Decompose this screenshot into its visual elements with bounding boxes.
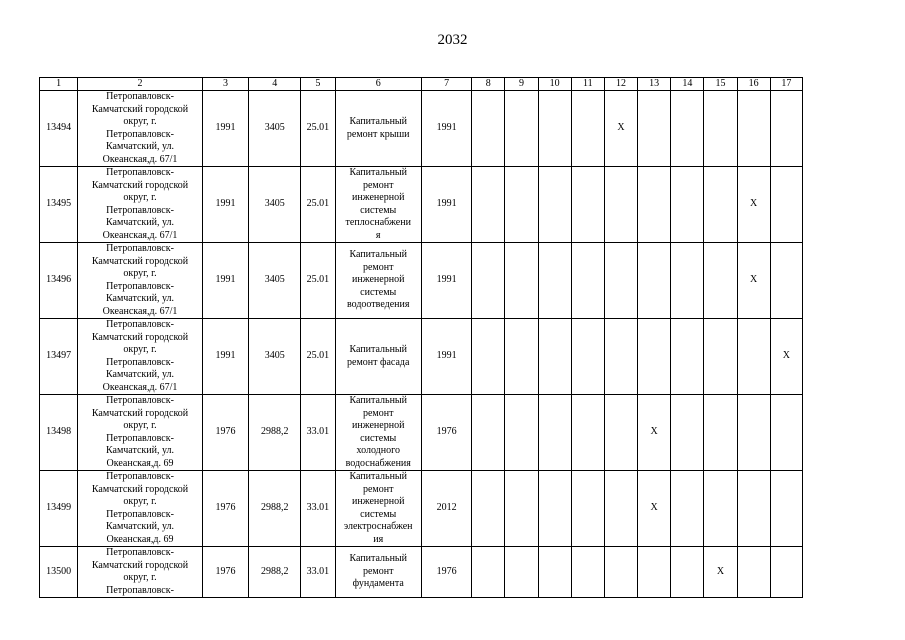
address-line: Петропавловск- [106,356,174,368]
mark-cell [505,471,538,547]
work-type-line: водоотведения [346,299,410,311]
mark-cell [505,243,538,319]
work-type-cell [335,395,421,471]
work-type-line: ремонт [362,483,394,495]
address-line: Камчатский городской [91,179,189,191]
code-cell: 25.01 [301,167,335,243]
mark-cell [671,91,704,167]
address-cell [78,471,203,547]
mark-cell [472,243,505,319]
capital-repair-table [39,77,803,598]
work-type-line: теплоснабжени [345,217,411,228]
mark-cell [604,471,637,547]
mark-cell [704,91,737,167]
work-type-line: инженерной [352,192,405,203]
mark-cell [505,91,538,167]
address-cell [78,547,203,598]
mark-cell [571,167,604,243]
mark-cell [571,319,604,395]
address-line: Камчатский, ул. [105,293,175,304]
mark-cell [704,167,737,243]
address-line: Камчатский, ул. [105,217,175,228]
address-line: Океанская,д. 67/1 [102,153,178,165]
address-line: округ, г. [123,572,157,583]
column-header: 17 [770,78,802,91]
work-year-cell: 1976 [421,395,471,471]
address-line: Петропавловск- [106,584,174,596]
address-cell [78,319,203,395]
address-line: округ, г. [123,496,157,507]
column-header: 3 [202,78,248,91]
column-header: 8 [472,78,505,91]
year-built-cell: 1991 [202,243,248,319]
row-id-cell: 13498 [40,395,78,471]
work-type-line: ремонт [362,407,394,419]
area-cell: 3405 [249,319,301,395]
work-year-cell: 1991 [421,91,471,167]
year-built-cell: 1991 [202,91,248,167]
address-line: Петропавловск- [106,547,174,558]
mark-cell [770,243,802,319]
work-type-cell [335,167,421,243]
code-cell: 33.01 [301,547,335,598]
address-line: Океанская,д. 69 [106,533,174,545]
work-type-cell [335,91,421,167]
mark-cell [704,243,737,319]
mark-cell [638,167,671,243]
work-type-line: электроснабжен [343,521,413,532]
work-type-line: Капитальный [349,471,407,482]
work-type-line: системы [360,286,397,298]
mark-cell [704,395,737,471]
work-type-line: системы [360,508,397,520]
work-type-line: холодного [356,445,400,456]
mark-cell [638,319,671,395]
address-cell [78,91,203,167]
row-id-cell: 13497 [40,319,78,395]
mark-cell [538,167,571,243]
column-header: 13 [638,78,671,91]
page-number: 2032 [437,32,468,48]
mark-cell [671,243,704,319]
work-year-cell: 1991 [421,319,471,395]
mark-cell [770,91,802,167]
mark-cell [472,395,505,471]
mark-cell [571,547,604,598]
address-line: округ, г. [123,116,157,127]
column-header: 7 [421,78,471,91]
work-type-line: системы [360,204,397,216]
mark-cell [505,547,538,598]
address-line: Петропавловск- [106,243,174,254]
column-header: 2 [78,78,203,91]
address-line: Петропавловск- [106,280,174,292]
address-line: округ, г. [123,192,157,203]
row-id-cell: 13495 [40,167,78,243]
address-line: Камчатский, ул. [105,445,175,456]
work-type-line: инженерной [352,420,405,431]
address-line: округ, г. [123,344,157,355]
mark-cell: X [737,167,770,243]
mark-cell [505,319,538,395]
work-type-line: Капитальный [349,344,407,355]
mark-cell: X [737,243,770,319]
address-line: Камчатский городской [91,103,189,115]
area-cell: 3405 [249,91,301,167]
address-line: Камчатский, ул. [105,369,175,380]
mark-cell [472,319,505,395]
mark-cell [737,471,770,547]
mark-cell [770,395,802,471]
column-header: 16 [737,78,770,91]
table-row [40,319,803,395]
mark-cell [638,91,671,167]
mark-cell [604,243,637,319]
table-row [40,91,803,167]
column-header: 12 [604,78,637,91]
code-cell: 33.01 [301,395,335,471]
work-type-line: инженерной [352,496,405,507]
address-line: Петропавловск- [106,91,174,102]
work-type-line: Капитальный [349,553,407,565]
work-type-line: Капитальный [349,167,407,178]
mark-cell: X [638,471,671,547]
address-line: Камчатский, ул. [105,141,175,152]
mark-cell [472,547,505,598]
address-line: округ, г. [123,420,157,431]
work-type-line: я [375,229,381,241]
table-row [40,471,803,547]
address-line: Камчатский городской [91,331,189,343]
work-type-cell [335,547,421,598]
area-cell: 2988,2 [249,547,301,598]
mark-cell: X [704,547,737,598]
address-cell [78,167,203,243]
work-type-cell [335,319,421,395]
mark-cell [604,547,637,598]
column-header: 14 [671,78,704,91]
year-built-cell: 1976 [202,547,248,598]
address-cell [78,243,203,319]
mark-cell [538,319,571,395]
column-header: 11 [571,78,604,91]
column-header: 10 [538,78,571,91]
mark-cell [538,547,571,598]
mark-cell [538,243,571,319]
mark-cell [472,167,505,243]
work-type-line: ремонт [362,565,394,577]
column-header: 1 [40,78,78,91]
mark-cell [538,91,571,167]
mark-cell [604,167,637,243]
mark-cell [472,471,505,547]
address-line: Камчатский городской [91,559,189,571]
table-row [40,547,803,598]
address-line: Камчатский, ул. [105,521,175,532]
work-type-cell [335,243,421,319]
mark-cell [505,395,538,471]
row-id-cell: 13496 [40,243,78,319]
mark-cell [638,243,671,319]
address-line: Камчатский городской [91,255,189,267]
table-row [40,243,803,319]
mark-cell [737,319,770,395]
work-type-line: системы [360,432,397,444]
mark-cell [671,395,704,471]
code-cell: 25.01 [301,319,335,395]
mark-cell [737,395,770,471]
address-line: Петропавловск- [106,204,174,216]
row-id-cell: 13500 [40,547,78,598]
work-type-line: ремонт крыши [346,128,410,140]
address-line: Камчатский городской [91,483,189,495]
code-cell: 25.01 [301,91,335,167]
work-year-cell: 2012 [421,471,471,547]
mark-cell: X [770,319,802,395]
mark-cell [671,319,704,395]
work-year-cell: 1991 [421,243,471,319]
address-line: Петропавловск- [106,508,174,520]
code-cell: 33.01 [301,471,335,547]
mark-cell [704,319,737,395]
mark-cell [770,547,802,598]
mark-cell: X [638,395,671,471]
row-id-cell: 13499 [40,471,78,547]
mark-cell [671,471,704,547]
work-type-line: Капитальный [349,395,407,406]
mark-cell [671,547,704,598]
code-cell: 25.01 [301,243,335,319]
column-header: 15 [704,78,737,91]
address-line: Петропавловск- [106,319,174,330]
mark-cell [604,319,637,395]
work-type-line: инженерной [352,274,405,286]
area-cell: 2988,2 [249,471,301,547]
mark-cell [505,167,538,243]
mark-cell [571,243,604,319]
address-line: Океанская,д. 67/1 [102,229,178,241]
area-cell: 2988,2 [249,395,301,471]
address-line: Петропавловск- [106,128,174,140]
area-cell: 3405 [249,243,301,319]
year-built-cell: 1976 [202,395,248,471]
address-line: Петропавловск- [106,432,174,444]
column-header: 4 [249,78,301,91]
table-row [40,395,803,471]
year-built-cell: 1991 [202,319,248,395]
mark-cell [704,471,737,547]
year-built-cell: 1991 [202,167,248,243]
header-row [40,78,803,91]
row-id-cell: 13494 [40,91,78,167]
work-type-line: Капитальный [349,249,407,261]
work-type-line: ремонт [362,179,394,191]
area-cell: 3405 [249,167,301,243]
mark-cell [538,471,571,547]
address-line: Петропавловск- [106,471,174,482]
mark-cell: X [604,91,637,167]
work-type-line: Капитальный [349,116,407,127]
mark-cell [770,167,802,243]
address-line: Петропавловск- [106,395,174,406]
work-type-line: водоснабжения [345,457,411,469]
address-line: округ, г. [123,268,157,279]
work-type-line: фундамента [352,578,404,590]
work-type-line: ремонт [362,261,394,273]
work-type-line: ремонт фасада [347,356,410,368]
column-header: 6 [335,78,421,91]
column-header: 5 [301,78,335,91]
work-type-line: ия [373,533,384,545]
address-cell [78,395,203,471]
work-year-cell: 1976 [421,547,471,598]
address-line: Камчатский городской [91,407,189,419]
mark-cell [538,395,571,471]
work-type-cell [335,471,421,547]
mark-cell [571,91,604,167]
address-line: Океанская,д. 69 [106,457,174,469]
mark-cell [571,395,604,471]
mark-cell [604,395,637,471]
address-line: Петропавловск- [106,167,174,178]
mark-cell [737,547,770,598]
table-row [40,167,803,243]
mark-cell [770,471,802,547]
work-year-cell: 1991 [421,167,471,243]
address-line: Океанская,д. 67/1 [102,305,178,317]
column-header: 9 [505,78,538,91]
mark-cell [571,471,604,547]
mark-cell [671,167,704,243]
year-built-cell: 1976 [202,471,248,547]
address-line: Океанская,д. 67/1 [102,381,178,393]
mark-cell [472,91,505,167]
mark-cell [737,91,770,167]
mark-cell [638,547,671,598]
